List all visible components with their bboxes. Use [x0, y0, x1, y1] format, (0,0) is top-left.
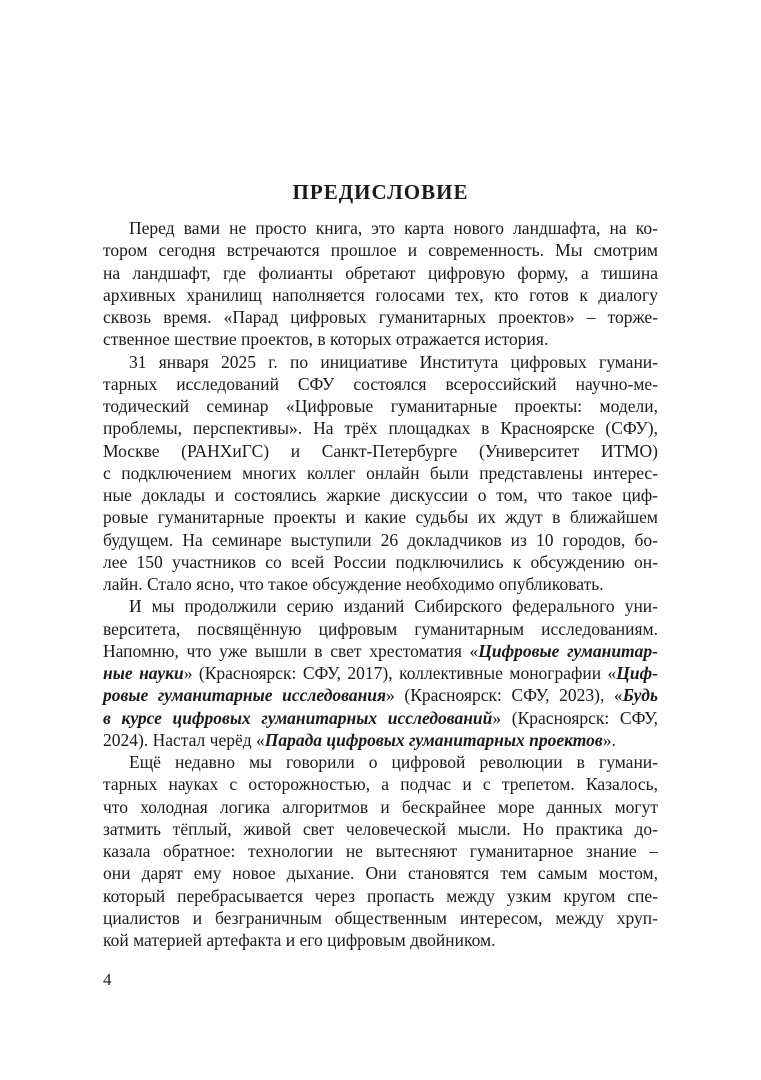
text-line: лее 150 участников со всей России подключились к обсуждению он-: [103, 551, 658, 572]
text-line: архивных хранилищ наполняется голосами тех, кто готов к диалогу: [103, 284, 658, 305]
book-title: Циф-: [616, 663, 658, 683]
text-segment: И мы продолжили серию изданий Сибирского федерального уни-: [129, 596, 658, 617]
text-line: Перед вами не просто книга, это карта нового ландшафта, на ко-: [129, 218, 658, 238]
text-line: ственное шествие проектов, в которых отражается история.: [103, 329, 549, 350]
book-title: в курсе цифровых гуманитарных исследований: [103, 707, 493, 728]
text-line: на ландшафт, где фолианты обретают цифровую форму, а тишина: [103, 262, 658, 283]
text-line: Ещё недавно мы говорили о цифровой революции в гумани-: [129, 752, 658, 772]
page-title: ПРЕДИСЛОВИЕ: [292, 180, 469, 204]
text-segment: 2024). Настал черёд «: [103, 729, 265, 750]
text-line: казала обратное: технологии не вытесняют гуманитарное знание –: [103, 841, 658, 861]
book-title: ные науки: [103, 663, 184, 683]
text-line: с подключением многих коллег онлайн были представлены интерес-: [103, 462, 658, 483]
book-title: ровые гуманитарные исследования: [103, 685, 387, 706]
text-line: тором сегодня встречаются прошлое и современность. Мы смотрим: [103, 240, 658, 261]
text-line: Москве (РАНХиГС) и Санкт-Петербурге (Университет ИТМО): [103, 440, 658, 461]
text-line: они дарят ему новое дыхание. Они становятся тем самым мостом,: [103, 863, 658, 884]
text-line: лайн. Стало ясно, что такое обсуждение необходимо опубликовать.: [103, 574, 604, 594]
text-line: [103, 595, 658, 617]
text-line: ровые гуманитарные проекты и какие судьбы их ждут в ближайшем: [103, 507, 658, 528]
text-segment: » (Красноярск: СФУ, 2017), коллективные монографии «: [183, 663, 617, 683]
text-line: [103, 640, 658, 662]
text-line: тарных науках с осторожностью, а подчас и с трепетом. Казалось,: [103, 774, 658, 795]
text-line: проблемы, перспективы». На трёх площадках в Красноярске (СФУ),: [103, 418, 658, 439]
page-number: 4: [103, 970, 112, 989]
text-line: ные доклады и состоялись жаркие дискуссии о том, что такое циф-: [103, 485, 658, 505]
paragraph-3: [103, 595, 658, 751]
text-segment: ».: [602, 729, 616, 750]
text-line: сквозь время. «Парад цифровых гуманитарных проектов» – торже-: [103, 307, 658, 327]
book-title: Будь: [622, 685, 658, 706]
text-line: будущем. На семинаре выступили 26 докладчиков из 10 городов, бо-: [103, 529, 658, 550]
book-title: Парада цифровых гуманитарных проектов: [264, 729, 603, 750]
text-line: кой материей артефакта и его цифровым двойником.: [103, 930, 496, 950]
paragraph-4: [103, 751, 658, 951]
text-line: затмить тёплый, живой свет человеческой мысли. Но практика до-: [103, 818, 658, 839]
text-segment: Напомню, что уже вышли в свет хрестоматия «: [103, 640, 479, 661]
text-segment: верситета, посвящённую цифровым гуманитарным исследованиям.: [103, 618, 658, 639]
text-line: что холодная логика алгоритмов и бескрайнее море данных могут: [103, 796, 658, 817]
text-line: [103, 707, 658, 729]
text-line: [103, 618, 658, 640]
text-segment: » (Красноярск: СФУ, 2023), «: [386, 685, 623, 706]
text-line: [103, 684, 658, 706]
text-line: [103, 729, 658, 751]
text-line: тарных исследований СФУ состоялся всероссийский научно-ме-: [103, 373, 658, 394]
text-segment: » (Красноярск: СФУ,: [492, 707, 658, 728]
text-line: 31 января 2025 г. по инициативе Института цифровых гумани-: [129, 351, 658, 372]
paragraph-2: [103, 351, 658, 596]
text-line: тодический семинар «Цифровые гуманитарные проекты: модели,: [103, 396, 658, 416]
text-line: циалистов и безграничным общественным интересом, между хруп-: [103, 907, 658, 928]
text-line: который перебрасывается через пропасть между узким кругом спе-: [103, 885, 658, 906]
text-line: [103, 662, 658, 684]
book-title: Цифровые гуманитар-: [478, 640, 658, 661]
body-text: [103, 217, 658, 951]
paragraph-1: [103, 217, 658, 351]
